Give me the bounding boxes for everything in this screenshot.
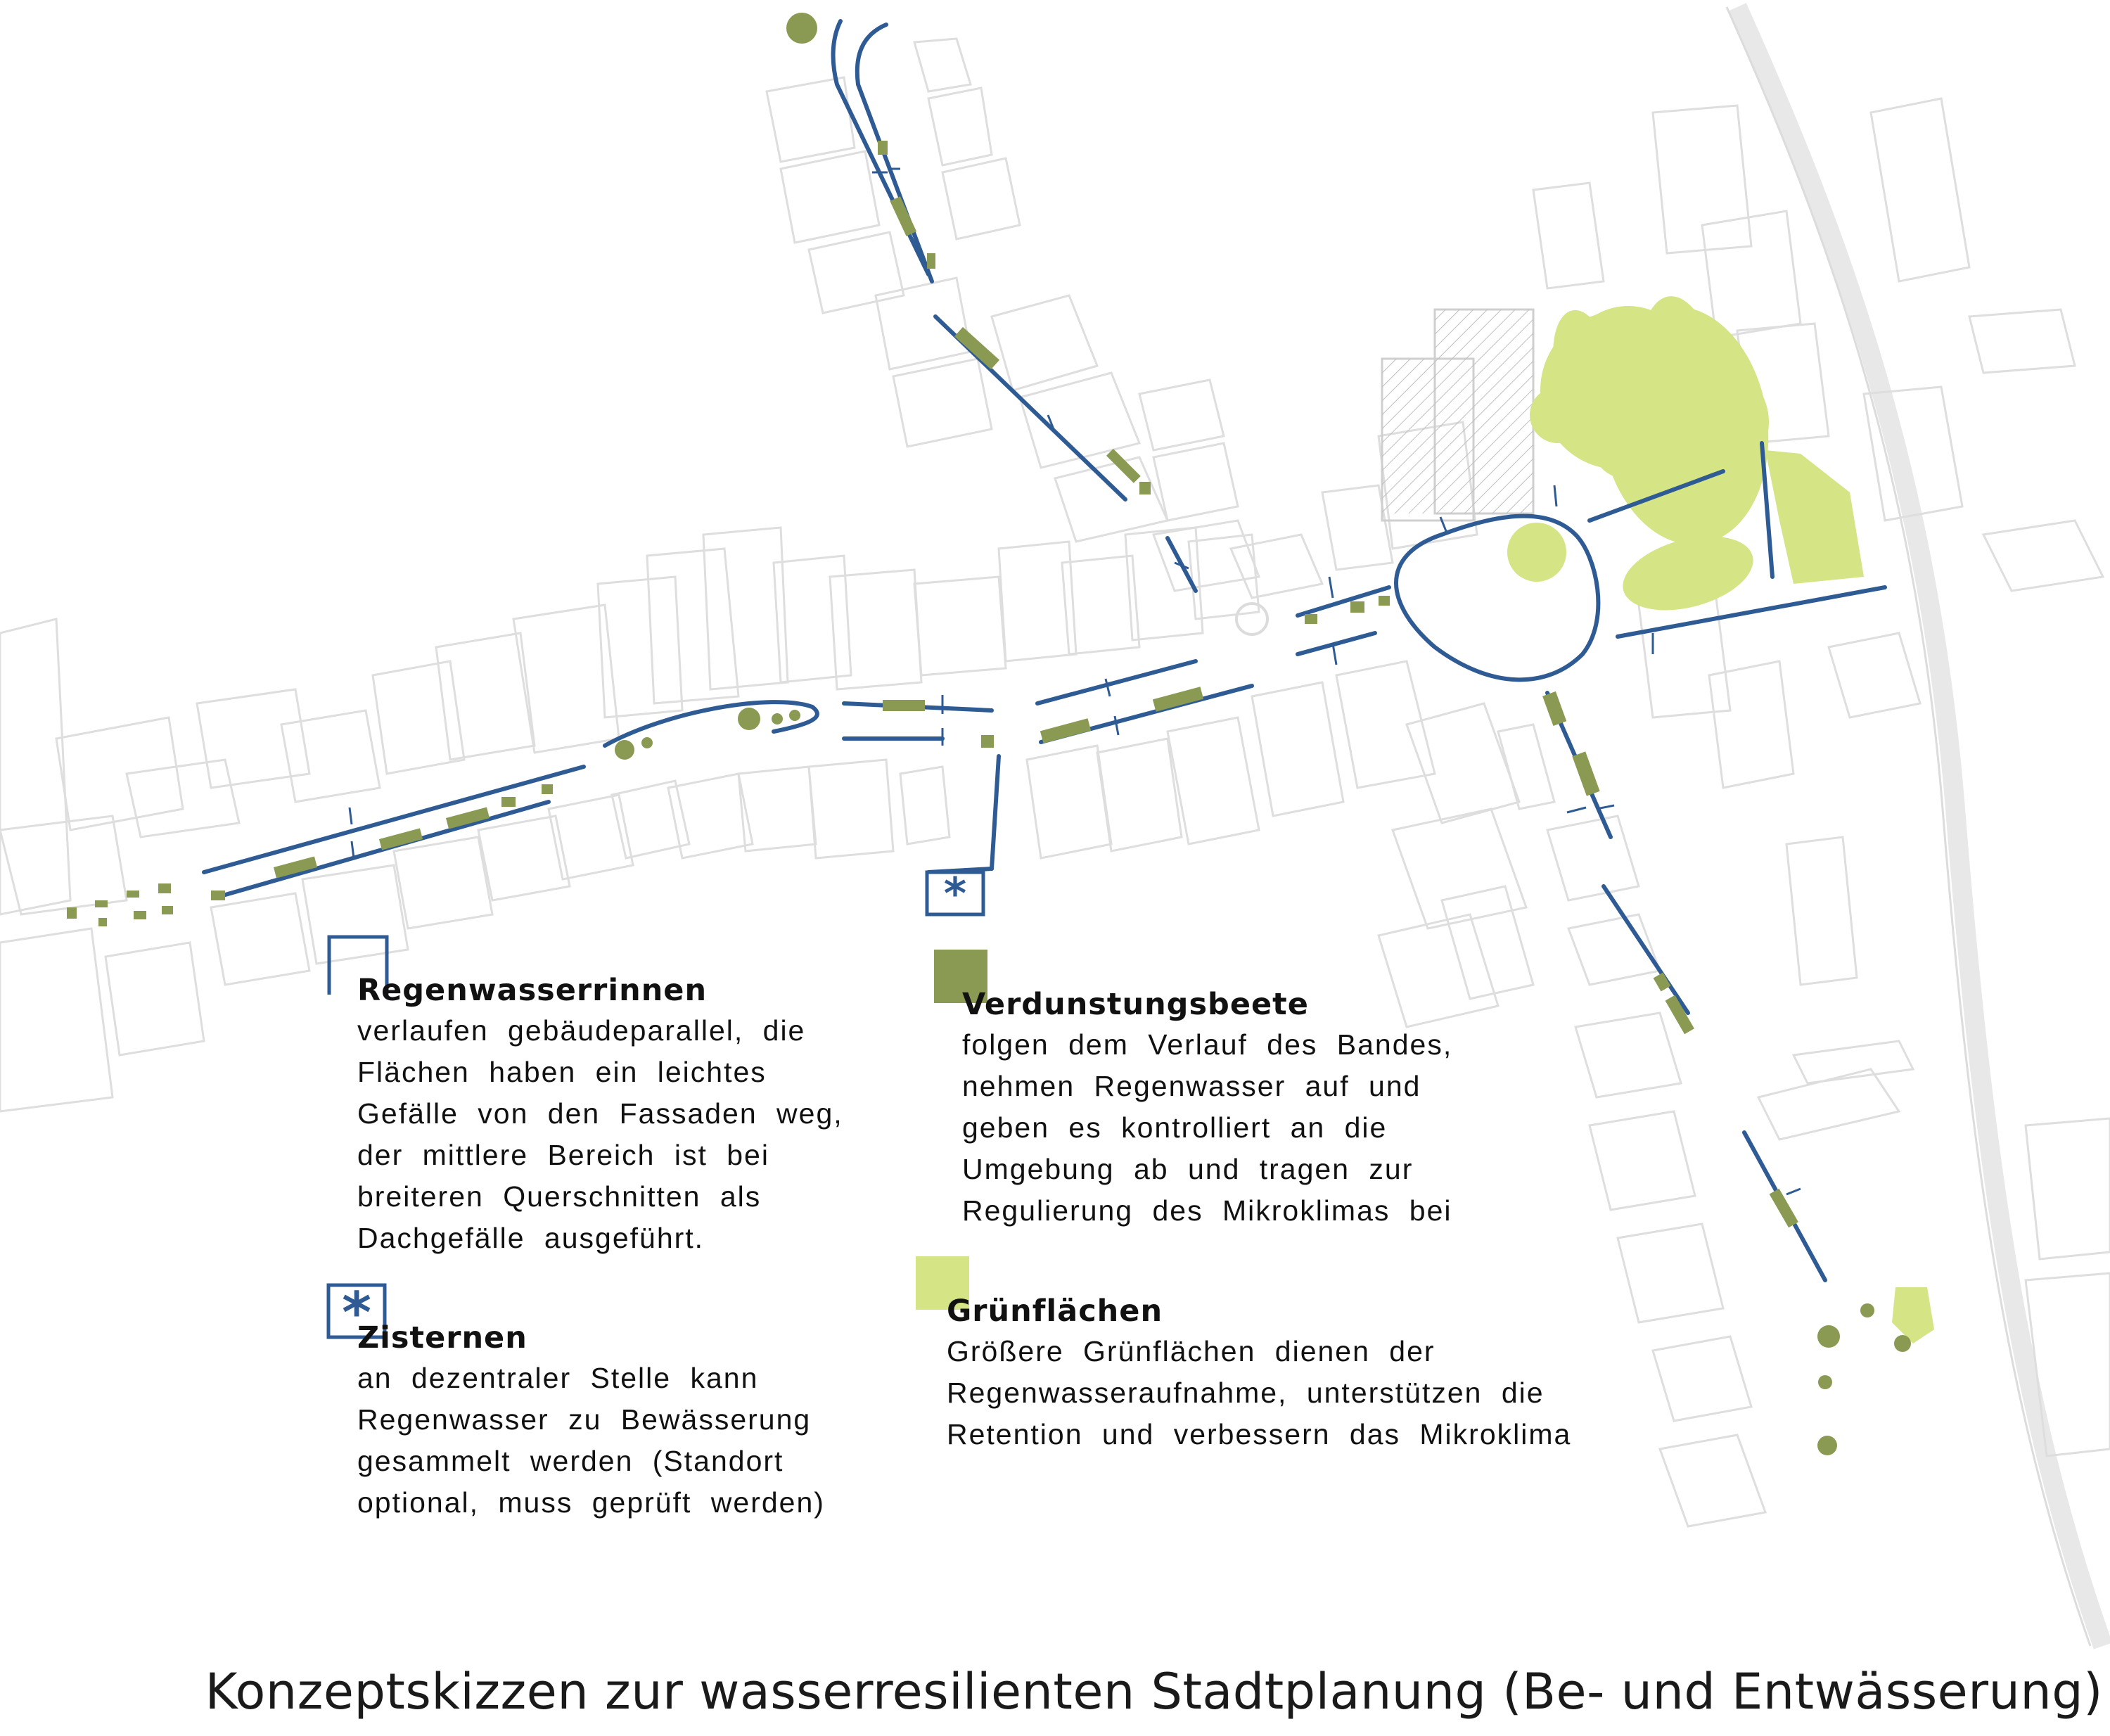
- legend-gutters-title: Regenwasserrinnen: [357, 973, 708, 1008]
- legend-green-areas-text: Größere Grünflächen dienen der Regenwasseraufnahme, unterstützen die Retention und verbessern das Mikroklima: [947, 1335, 1572, 1450]
- legend-cisterns-text: an dezentraler Stelle kann Regenwasser zu Bewässerung gesammelt werden (Standort optional, muss geprüft werden): [357, 1362, 825, 1519]
- legend-evaporation-beds-text: folgen dem Verlauf des Bandes, nehmen Regenwasser auf und geben es kontrolliert an die Umgebung ab und tragen zur Regulierung des Mikroklimas bei: [962, 1028, 1453, 1227]
- church-hatch: [1435, 309, 1533, 513]
- legend-evaporation-beds: [962, 985, 1525, 1232]
- cistern-marker-map: [927, 868, 983, 919]
- evaporation-beds: [67, 13, 1911, 1455]
- figure-caption: Konzeptskizzen zur wasserresilienten Stadtplanung (Be- und Entwässerung): [205, 1663, 2103, 1721]
- legend-green-areas: [947, 1291, 1622, 1455]
- church-hatch-2: [1382, 359, 1435, 513]
- small-roundabout: [1236, 604, 1267, 634]
- legend-gutters: [357, 971, 892, 1259]
- railway-corridor: [1727, 7, 2103, 1646]
- svg-text:*: *: [943, 868, 967, 919]
- svg-text:*: *: [342, 1283, 371, 1339]
- legend-gutters-text: verlaufen gebäudeparallel, die Flächen haben ein leichtes Gefälle von den Fassaden weg, der mittlere Bereich ist bei breiteren Querschnitten als Dachgefälle ausgeführt.: [357, 1014, 843, 1254]
- legend-cisterns-title: Zisternen: [357, 1320, 528, 1355]
- legend-evaporation-beds-title: Verdunstungsbeete: [962, 987, 1309, 1022]
- legend-green-areas-title: Grünflächen: [947, 1294, 1163, 1329]
- legend-cisterns: [357, 1318, 892, 1524]
